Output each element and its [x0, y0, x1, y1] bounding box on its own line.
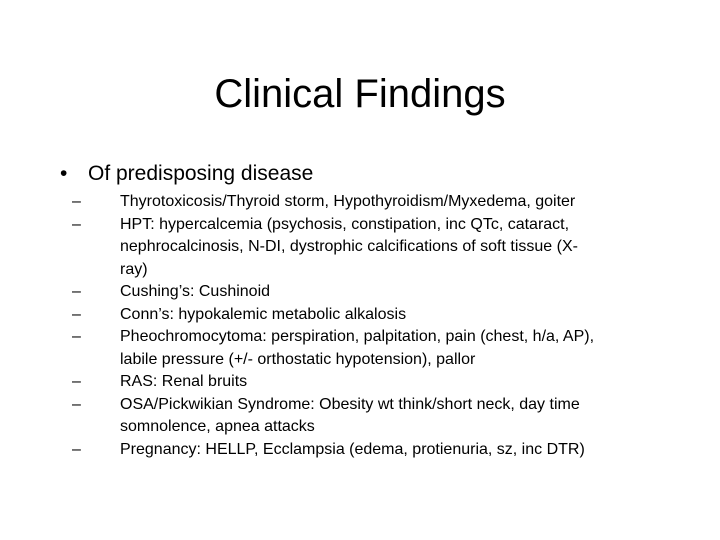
sub-item-line: Thyrotoxicosis/Thyroid storm, Hypothyroidism/Myxedema, goiter	[120, 193, 576, 210]
sub-item-pheo	[72, 326, 672, 371]
sub-item-line: Pheochromocytoma: perspiration, palpitation, pain (chest, h/a, AP),	[120, 328, 595, 345]
sub-item-conns	[72, 304, 672, 327]
dash-marker: –	[72, 283, 81, 300]
sub-item-hpt	[72, 214, 672, 282]
sub-item-line: OSA/Pickwikian Syndrome: Obesity wt think/short neck, day time	[120, 395, 580, 413]
bullet-marker: •	[60, 162, 68, 185]
sub-item-line: HPT: hypercalcemia (psychosis, constipation, inc QTc, cataract,	[120, 215, 570, 233]
sub-item-osa	[72, 394, 672, 439]
sub-bullet-list	[72, 191, 672, 461]
dash-marker: –	[72, 193, 81, 210]
sub-item-line: nephrocalcinosis, N-DI, dystrophic calcifications of soft tissue (X-	[120, 238, 578, 255]
dash-marker: –	[72, 395, 81, 413]
sub-item-ras	[72, 371, 672, 394]
sub-item-cushings	[72, 281, 672, 304]
dash-marker: –	[72, 440, 81, 458]
sub-item-line: ray)	[120, 260, 148, 278]
sub-item-line: Conn’s: hypokalemic metabolic alkalosis	[120, 305, 407, 323]
sub-item-line: somnolence, apnea attacks	[120, 418, 315, 435]
dash-marker: –	[72, 373, 81, 390]
main-bullet-text: Of predisposing disease	[88, 162, 314, 185]
sub-item-thyroid	[72, 191, 672, 214]
sub-item-line: labile pressure (+/- orthostatic hypotension), pallor	[120, 350, 476, 368]
sub-item-line: RAS: Renal bruits	[120, 373, 248, 390]
slide-title: Clinical Findings	[214, 72, 506, 116]
sub-item-pregnancy	[72, 439, 672, 462]
dash-marker: –	[72, 328, 81, 345]
sub-item-line: Pregnancy: HELLP, Ecclampsia (edema, protienuria, sz, inc DTR)	[120, 440, 585, 458]
sub-item-line: Cushing’s: Cushinoid	[120, 283, 271, 300]
dash-marker: –	[72, 215, 81, 233]
dash-marker: –	[72, 305, 81, 323]
